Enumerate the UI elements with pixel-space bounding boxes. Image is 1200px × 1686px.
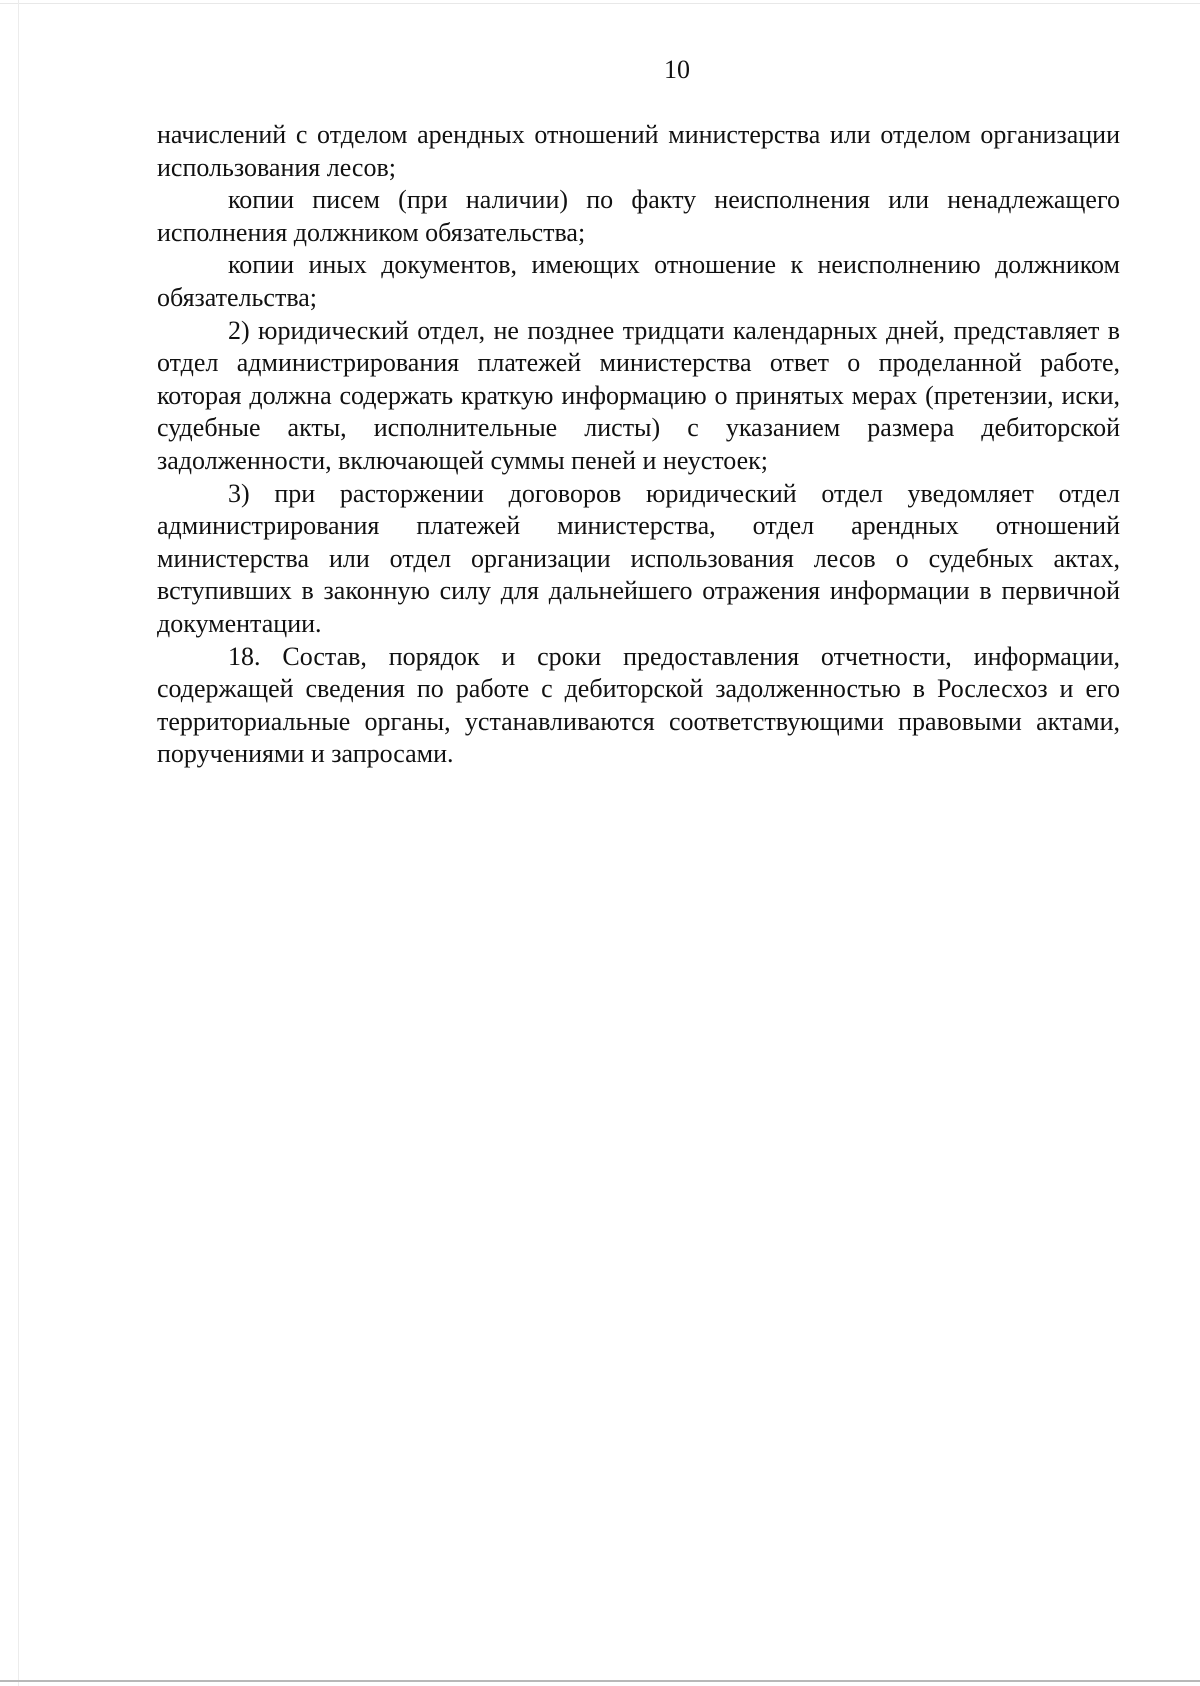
scan-edge-left	[18, 0, 19, 1686]
paragraph-letters-copies: копии писем (при наличии) по факту неисполнения или ненадлежащего исполнения должником обязательства;	[157, 185, 1120, 247]
paragraph-continuation: начислений с отделом арендных отношений министерства или отделом организации использования лесов;	[157, 120, 1120, 182]
scan-edge-bottom	[0, 1680, 1200, 1682]
paragraph-section-18: 18. Состав, порядок и сроки предоставления отчетности, информации, содержащей сведения по работе с дебиторской задолженностью в Рослесхоз и его территориальные органы, устанавливаются соответствующими правовыми актами, поручениями и запросами.	[157, 641, 1120, 769]
paragraph-item-3: 3) при расторжении договоров юридический отдел уведомляет отдел администрирования платежей министерства, отдел арендных отношений министерства или отдел организации использования лесов о судебных актах, вступивших в законную силу для дальнейшего отражения информации в первичной документации.	[157, 478, 1120, 638]
paragraph-item-2: 2) юридический отдел, не позднее тридцати календарных дней, представляет в отдел администрирования платежей министерства ответ о проделанной работе, которая должна содержать краткую информацию о принятых мерах (претензии, иски, судебные акты, исполнительные листы) с указанием размера дебиторской задолженности, включающей суммы пеней и неустоек;	[157, 315, 1120, 475]
paragraph-other-documents: копии иных документов, имеющих отношение к неисполнению должником обязательства;	[157, 250, 1120, 312]
page-number: 10	[664, 55, 690, 84]
document-body	[157, 119, 1120, 771]
scan-edge-top	[0, 3, 1200, 4]
